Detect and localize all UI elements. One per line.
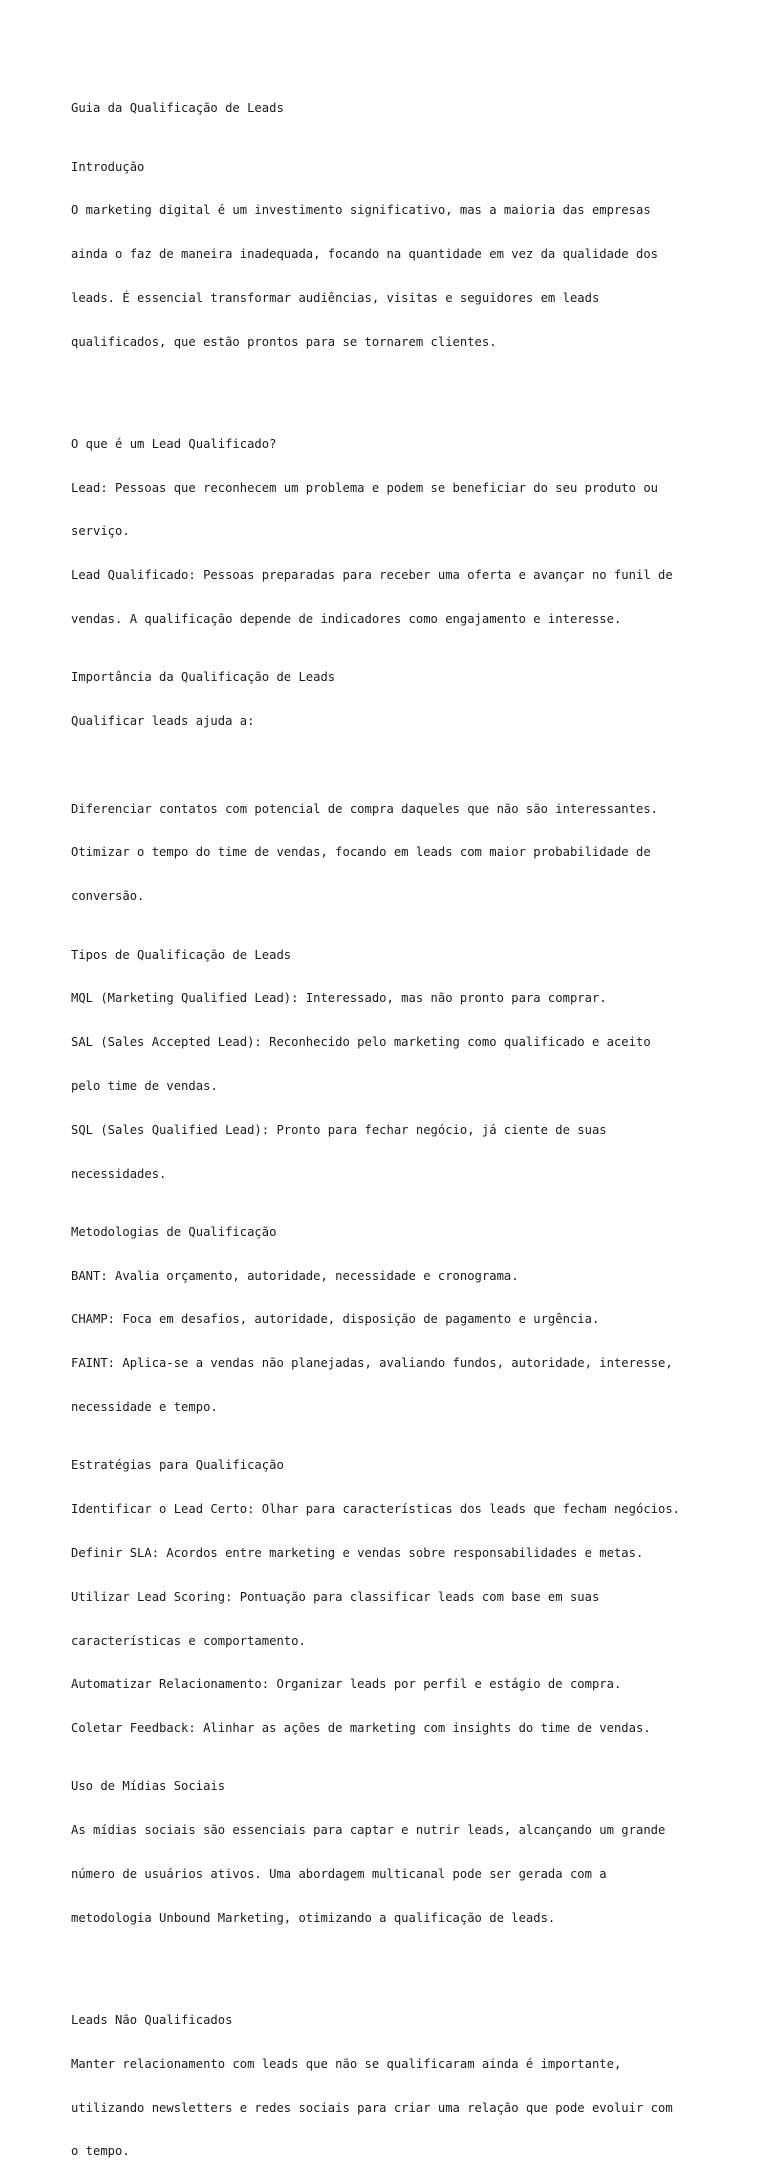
what-line: Lead Qualificado: Pessoas preparadas para receber uma oferta e avançar no funil de <box>71 568 673 583</box>
strategies-line: Utilizar Lead Scoring: Pontuação para classificar leads com base em suas <box>71 1589 600 1604</box>
intro-line: leads. É essencial transformar audiências, visitas e seguidores em leads <box>71 290 600 305</box>
strategies-line: Identificar o Lead Certo: Olhar para características dos leads que fecham negócios. <box>71 1502 681 1517</box>
social-line: As mídias sociais são essenciais para captar e nutrir leads, alcançando um grande <box>71 1823 666 1838</box>
blank-line <box>71 758 711 773</box>
intro-heading: Introdução <box>71 159 145 174</box>
what-line: serviço. <box>71 524 130 539</box>
document-title: Guia da Qualificação de Leads <box>71 101 284 116</box>
blank-line <box>71 378 711 393</box>
importance-line: conversão. <box>71 889 145 904</box>
unqualified-line: utilizando newsletters e redes sociais para criar uma relação que pode evoluir com <box>71 2100 673 2115</box>
strategies-line: características e comportamento. <box>71 1633 306 1648</box>
social-line: número de usuários ativos. Uma abordagem multicanal pode ser gerada com a <box>71 1867 607 1882</box>
methods-heading: Metodologias de Qualificação <box>71 1224 277 1239</box>
social-heading: Uso de Mídias Sociais <box>71 1779 226 1794</box>
methods-line: BANT: Avalia orçamento, autoridade, necessidade e cronograma. <box>71 1268 519 1283</box>
what-line: vendas. A qualificação depende de indicadores como engajamento e interesse. <box>71 611 622 626</box>
types-heading: Tipos de Qualificação de Leads <box>71 947 292 962</box>
importance-intro: Qualificar leads ajuda a: <box>71 714 255 729</box>
blank-line <box>71 1955 711 1970</box>
intro-line: qualificados, que estão prontos para se tornarem clientes. <box>71 334 497 349</box>
social-line: metodologia Unbound Marketing, otimizando a qualificação de leads. <box>71 1910 556 1925</box>
types-line: MQL (Marketing Qualified Lead): Interessado, mas não pronto para comprar. <box>71 991 607 1006</box>
what-line: Lead: Pessoas que reconhecem um problema e podem se beneficiar do seu produto ou <box>71 480 658 495</box>
strategies-line: Automatizar Relacionamento: Organizar leads por perfil e estágio de compra. <box>71 1677 622 1692</box>
importance-line: Otimizar o tempo do time de vendas, focando em leads com maior probabilidade de <box>71 845 651 860</box>
types-line: SAL (Sales Accepted Lead): Reconhecido pelo marketing como qualificado e aceito <box>71 1035 651 1050</box>
methods-line: CHAMP: Foca em desafios, autoridade, disposição de pagamento e urgência. <box>71 1312 600 1327</box>
unqualified-line: Manter relacionamento com leads que não se qualificaram ainda é importante, <box>71 2056 622 2071</box>
types-line: pelo time de vendas. <box>71 1078 218 1093</box>
importance-line: Diferenciar contatos com potencial de compra daqueles que não são interessantes. <box>71 801 658 816</box>
methods-line: necessidade e tempo. <box>71 1400 218 1415</box>
intro-line: ainda o faz de maneira inadequada, focando na quantidade em vez da qualidade dos <box>71 247 658 262</box>
methods-line: FAINT: Aplica-se a vendas não planejadas, avaliando fundos, autoridade, interesse, <box>71 1356 673 1371</box>
unqualified-line: o tempo. <box>71 2144 130 2159</box>
unqualified-heading: Leads Não Qualificados <box>71 2012 233 2027</box>
what-heading: O que é um Lead Qualificado? <box>71 436 277 451</box>
importance-heading: Importância da Qualificação de Leads <box>71 670 336 685</box>
types-line: SQL (Sales Qualified Lead): Pronto para fechar negócio, já ciente de suas <box>71 1122 607 1137</box>
types-line: necessidades. <box>71 1166 167 1181</box>
strategies-line: Definir SLA: Acordos entre marketing e vendas sobre responsabilidades e metas. <box>71 1545 644 1560</box>
document-page <box>71 72 711 2174</box>
strategies-line: Coletar Feedback: Alinhar as ações de marketing com insights do time de vendas. <box>71 1721 651 1736</box>
intro-line: O marketing digital é um investimento significativo, mas a maioria das empresas <box>71 203 651 218</box>
strategies-heading: Estratégias para Qualificação <box>71 1458 284 1473</box>
